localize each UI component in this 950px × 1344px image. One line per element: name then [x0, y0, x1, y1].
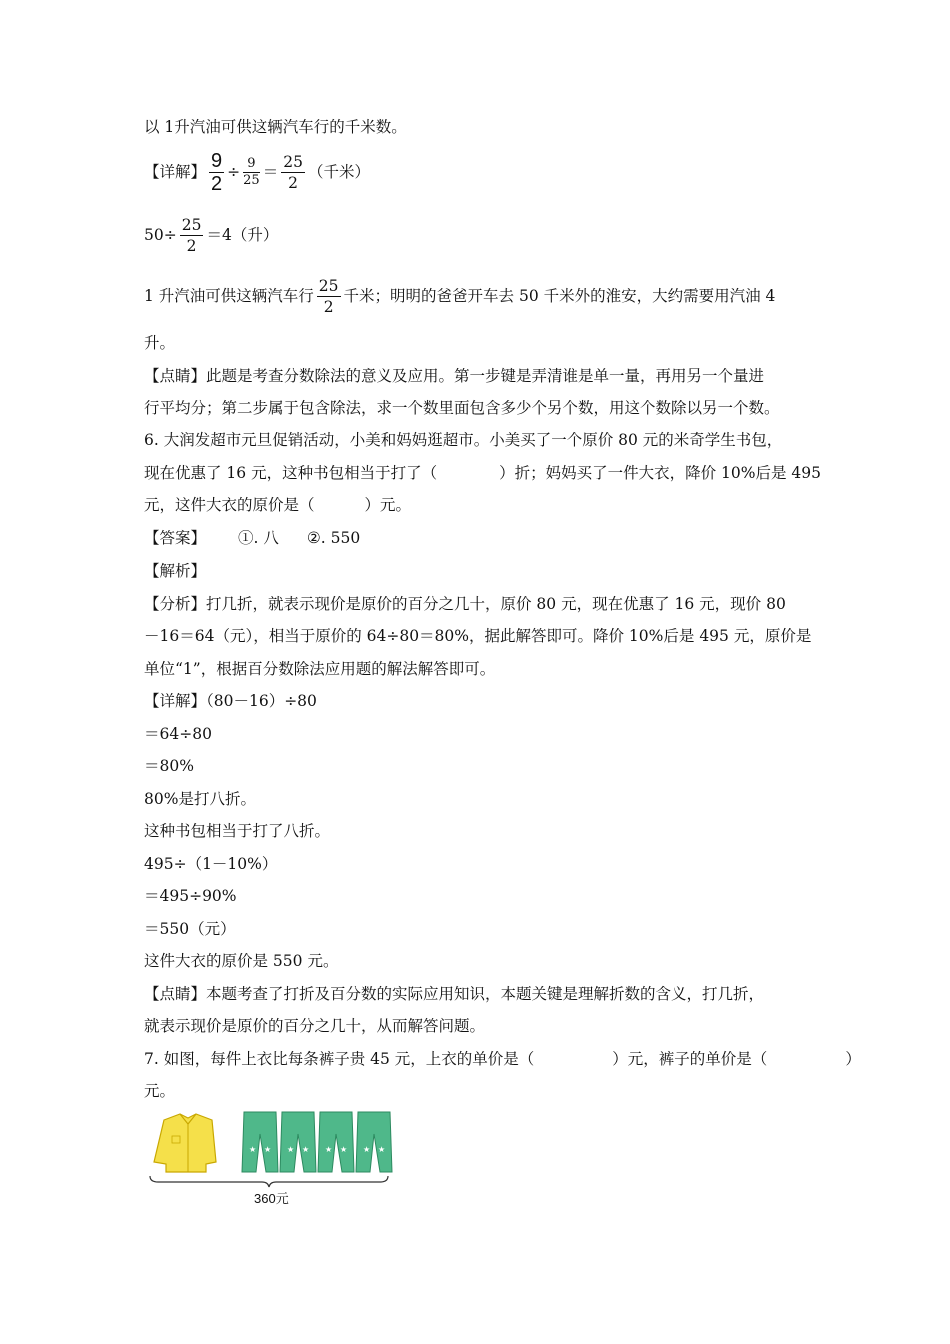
dianjing-line: 【点睛】本题考查了打折及百分数的实际应用知识，本题关键是理解折数的含义，打几折，	[144, 985, 765, 1003]
fraction-25-2: $\frac{25}{2}$	[181, 215, 202, 255]
detail-label: 【详解】	[144, 163, 207, 181]
dianjing-line: 行平均分；第二步属于包含除法，求一个数里面包含多少个另个数，用这个数除以另一个数。	[144, 399, 780, 417]
pants-icon	[242, 1112, 278, 1172]
detail-line-2	[144, 213, 278, 257]
unit-text: （千米）	[307, 163, 370, 181]
analysis-label: 【解析】	[144, 562, 207, 580]
paragraph-line: 以 1升汽油可供这辆汽车行的千米数。	[144, 118, 407, 136]
answer-1: ①. 八	[238, 529, 279, 547]
step-line: 80%是打八折。	[144, 790, 256, 808]
expr-suffix: ＝4（升）	[206, 226, 279, 244]
question-6-line: 6. 大润发超市元旦促销活动，小美和妈妈逛超市。小美买了一个原价 80 元的米奇学生书包，	[144, 431, 783, 449]
equals-sign: ＝	[262, 163, 279, 181]
svg-text:★: ★	[264, 1145, 272, 1154]
svg-text:★: ★	[325, 1145, 333, 1154]
shirt-icon	[154, 1114, 216, 1172]
svg-text:★: ★	[340, 1145, 348, 1154]
sentence-prefix: 1 升汽油可供这辆汽车行	[144, 287, 314, 305]
question-7-line: 7. 如图，每件上衣比每条裤子贵 45 元，上衣的单价是（ ）元，裤子的单价是（ ）	[144, 1050, 861, 1068]
step-line: ＝64÷80	[144, 725, 212, 743]
pants-icon	[280, 1112, 316, 1172]
fraction-9-25: $\frac{9}{25}$	[243, 155, 260, 188]
step-line: 【详解】（80－16）÷80	[144, 692, 317, 710]
svg-text:★: ★	[249, 1145, 257, 1154]
svg-text:★: ★	[287, 1145, 295, 1154]
question-6-line: 现在优惠了 16 元，这种书包相当于打了（ ）折；妈妈买了一件大衣，降价 10%后是 495	[144, 464, 821, 482]
question-7-line: 元。	[144, 1082, 176, 1100]
svg-text:★: ★	[378, 1145, 386, 1154]
step-line: 495÷（1－10%）	[144, 855, 278, 873]
analysis-line: －16＝64（元），相当于原价的 64÷80＝80%，据此解答即可。降价 10%后是 495 元，原价是	[144, 627, 812, 645]
analysis-line: 【分析】打几折，就表示现价是原价的百分之几十，原价 80 元，现在优惠了 16 元，现价 80	[144, 595, 786, 613]
expr-prefix: 50÷	[144, 226, 177, 244]
answer-label: 【答案】	[144, 529, 207, 547]
step-line: ＝80%	[144, 757, 194, 775]
fraction-25-2: $\frac{25}{2}$	[283, 152, 303, 192]
dianjing-line: 就表示现价是原价的百分之几十，从而解答问题。	[144, 1017, 486, 1035]
step-line: ＝550（元）	[144, 920, 236, 938]
dianjing-line: 【点睛】此题是考查分数除法的意义及应用。第一步键是弄清谁是单一量，再用另一个量进	[144, 367, 765, 385]
divide-sign: ÷	[227, 163, 241, 181]
paragraph-line: 升。	[144, 334, 176, 352]
clothing-illustration	[144, 1110, 394, 1188]
pants-icon	[356, 1112, 392, 1172]
sentence-suffix: 千米；明明的爸爸开车去 50 千米外的淮安，大约需要用汽油 4	[343, 287, 776, 305]
detail-line-1	[144, 150, 370, 194]
clothing-figure	[144, 1110, 394, 1210]
detail-line-3	[144, 274, 775, 318]
brace-icon	[150, 1176, 388, 1187]
pants-icon	[318, 1112, 354, 1172]
fraction-25-2: $\frac{25}{2}$	[318, 276, 339, 316]
answer-line	[144, 528, 360, 548]
svg-text:★: ★	[302, 1145, 310, 1154]
answer-2: ②. 550	[306, 529, 361, 547]
step-line: 这件大衣的原价是 550 元。	[144, 952, 339, 970]
total-price-label: 360元	[254, 1191, 289, 1206]
analysis-line: 单位“1”，根据百分数除法应用题的解法解答即可。	[144, 660, 496, 678]
step-line: ＝495÷90%	[144, 887, 237, 905]
step-line: 这种书包相当于打了八折。	[144, 822, 331, 840]
svg-text:★: ★	[363, 1145, 371, 1154]
question-6-line: 元，这件大衣的原价是（ ）元。	[144, 496, 412, 514]
fraction-9-2: $\frac{9}{2}$	[211, 149, 223, 195]
